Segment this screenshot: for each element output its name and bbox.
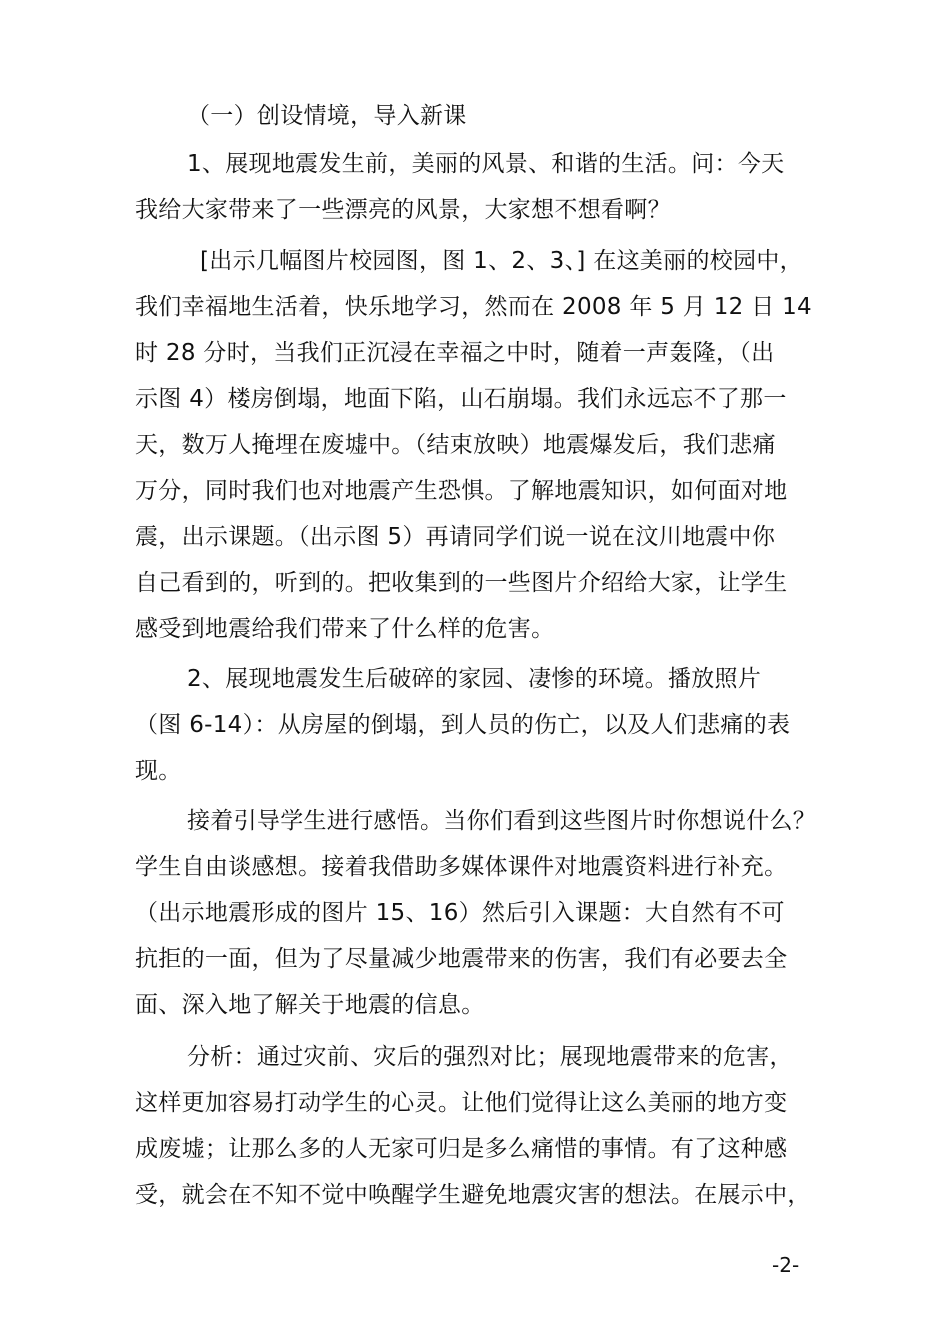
paragraph-line: 自己看到的，听到的。把收集到的一些图片介绍给大家，让学生 xyxy=(135,570,788,596)
paragraph-line: 示图 4）楼房倒塌，地面下陷，山石崩塌。我们永远忘不了那一 xyxy=(135,386,787,412)
paragraph-line: 我给大家带来了一些漂亮的风景，大家想不想看啊？ xyxy=(135,197,671,223)
paragraph-line: 震，出示课题。（出示图 5）再请同学们说一说在汶川地震中你 xyxy=(135,524,776,550)
paragraph-line: 接着引导学生进行感悟。当你们看到这些图片时你想说什么？ xyxy=(187,808,817,834)
paragraph-line: 成废墟；让那么多的人无家可归是多么痛惜的事情。有了这种感 xyxy=(135,1136,788,1162)
paragraph-line: 这样更加容易打动学生的心灵。让他们觉得让这么美丽的地方变 xyxy=(135,1090,788,1116)
paragraph-line: 现。 xyxy=(135,758,182,784)
paragraph-line: 天，数万人掩埋在废墟中。（结束放映）地震爆发后，我们悲痛 xyxy=(135,432,776,458)
paragraph-line: 分析：通过灾前、灾后的强烈对比；展现地震带来的危害， xyxy=(187,1044,793,1070)
paragraph-line: （图 6-14）：从房屋的倒塌，到人员的伤亡，以及人们悲痛的表 xyxy=(135,712,791,738)
page-number: -2- xyxy=(772,1253,800,1277)
paragraph-line: （出示地震形成的图片 15、16）然后引入课题：大自然有不可 xyxy=(135,900,785,926)
paragraph-line: 抗拒的一面，但为了尽量减少地震带来的伤害，我们有必要去全 xyxy=(135,946,788,972)
paragraph-line: 2、展现地震发生后破碎的家园、凄惨的环境。播放照片 xyxy=(187,666,762,692)
paragraph-line: 我们幸福地生活着，快乐地学习，然而在 2008 年 5 月 12 日 14 xyxy=(135,294,812,320)
paragraph-line: 受，就会在不知不觉中唤醒学生避免地震灾害的想法。在展示中， xyxy=(135,1182,811,1208)
paragraph-line: 时 28 分时，当我们正沉浸在幸福之中时，随着一声轰隆，（出 xyxy=(135,340,775,366)
paragraph-line: 万分，同时我们也对地震产生恐惧。了解地震知识，如何面对地 xyxy=(135,478,788,504)
paragraph-line: 面、深入地了解关于地震的信息。 xyxy=(135,992,485,1018)
paragraph-line: [出示几幅图片校园图，图 1、2、3、] 在这美丽的校园中， xyxy=(200,248,803,274)
paragraph-line: 1、展现地震发生前，美丽的风景、和谐的生活。问：今天 xyxy=(187,151,785,177)
paragraph-line: 学生自由谈感想。接着我借助多媒体课件对地震资料进行补充。 xyxy=(135,854,788,880)
section-heading: （一）创设情境，导入新课 xyxy=(187,103,467,129)
paragraph-line: 感受到地震给我们带来了什么样的危害。 xyxy=(135,616,555,642)
